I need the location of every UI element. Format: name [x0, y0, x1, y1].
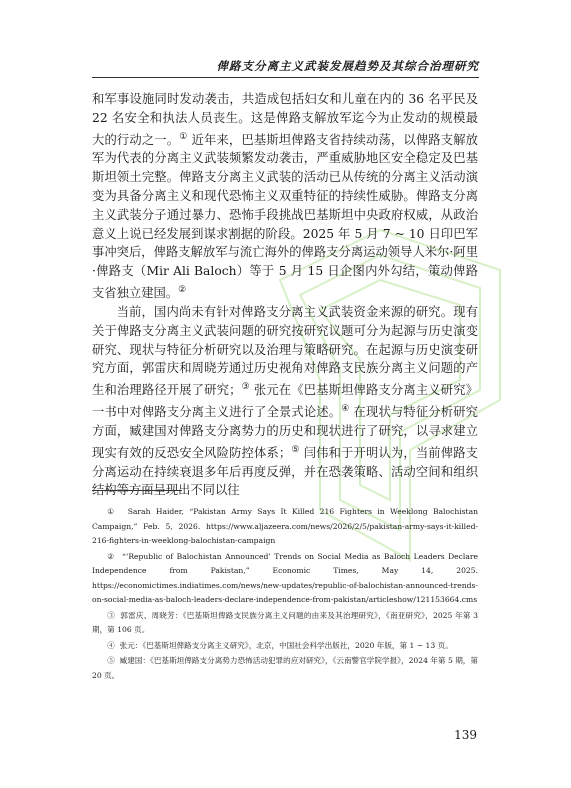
footnote-divider [92, 490, 182, 491]
footnote-ref-4[interactable]: ④ [341, 404, 350, 415]
footnote-ref-1[interactable]: ① [179, 131, 188, 142]
paragraph-1: 和军事设施同时发动袭击，共造成包括妇女和儿童在内的 36 名平民及 22 名安全和执法人员丧生。这是俾路支解放军迄今为止发动的规模最大的行动之一。① 近年来，巴基斯坦俾路支省持续动荡，以俾路支解放军为代表的分离主义武装频繁发动袭击，严重威胁地区安全稳定及巴基斯坦领土完整。俾路支分离主义武装的活动已从传统的分离主义活动演变为具备分离主义和现代恐怖主义双重特征的持续性威胁。俾路支分离主义武装分子通过暴力、恐怖手段挑战巴基斯坦中央政府权威，从政治意义上说已经发展到谋求割据的阶段。2025 年 5 月 7 ~ 10 日印巴军事冲突后，俾路支解放军与流亡海外的俾路支分离运动领导人米尔·阿里·俾路支（Mir Ali Baloch）等于 5 月 15 日企图内外勾结，策动俾路支省独立建国。② [92, 92, 478, 301]
running-title: 俾路支分离主义武装发展趋势及其综合治理研究 [216, 59, 479, 73]
footnote-5: ⑤ 臧建国：《巴基斯坦俾路支分离势力恐怖活动犯罪的应对研究》，《云南警官学院学报》，2024 年第 5 期，第 20 页。 [92, 656, 479, 680]
footnote-3: ③ 郭雷庆、周晓芳：《巴基斯坦俾路支民族分离主义问题的由来及其治理研究》，《南亚研究》，2025 年第 3 期，第 106 页。 [92, 610, 479, 634]
page-number: 139 [454, 728, 477, 742]
body-text [92, 90, 478, 500]
footnotes [92, 505, 478, 684]
footnote-ref-3[interactable]: ③ [241, 382, 250, 393]
footnote-1: ① Sarah Haider, “Pakistan Army Says It Killed 216 Fighters in Weeklong Balochistan Campaign,” Feb. 5, 2026. https://www.aljazeera.com/news/2026/2/5/pakistan-army-says-it-killed-216-fighters-in-weeklong-balochistan-campaign [92, 507, 479, 545]
running-header [92, 58, 479, 78]
paragraph-2: 当前，国内尚未有针对俾路支分离主义武装资金来源的研究。现有关于俾路支分离主义武装问题的研究按研究议题可分为起源与历史演变研究、现状与特征分析研究以及治理与策略研究。在起源与历史演变研究方面，郭雷庆和周晓芳通过历史视角对俾路支民族分离主义问题的产生和治理路径开展了研究；③ 张元在《巴基斯坦俾路支分离主义研究》一书中对俾路支分离主义进行了全景式论述。④ 在现状与特征分析研究方面，臧建国对俾路支分离势力的历史和现状进行了研究，以寻求建立现实有效的反恐安全风险防控体系；⑤ 闫伟和于开明认为，当前俾路支分离运动在持续衰退多年后再度反弹，并在恐袭策略、活动空间和组织结构等方面呈现出不同以往 [92, 304, 478, 498]
footnote-2: ② “‘Republic of Balochistan Announced’ Trends on Social Media as Baloch Leaders Declare Independence from Pakistan,” Economic Times, May 14, 2025. https://economictimes.indiatimes.com/news/new-updates/republic-of-balochistan-announced-trends-on-social-media-as-baloch-leaders-declare-independence-from-pakistan/articleshow/121153664.cms [92, 551, 478, 604]
footnote-ref-2[interactable]: ② [178, 285, 187, 296]
footnote-4: ④ 张元：《巴基斯坦俾路支分离主义研究》，北京，中国社会科学出版社，2020 年版，第 1 ~ 13 页。 [107, 640, 453, 650]
footnote-ref-5[interactable]: ⑤ [291, 444, 300, 455]
